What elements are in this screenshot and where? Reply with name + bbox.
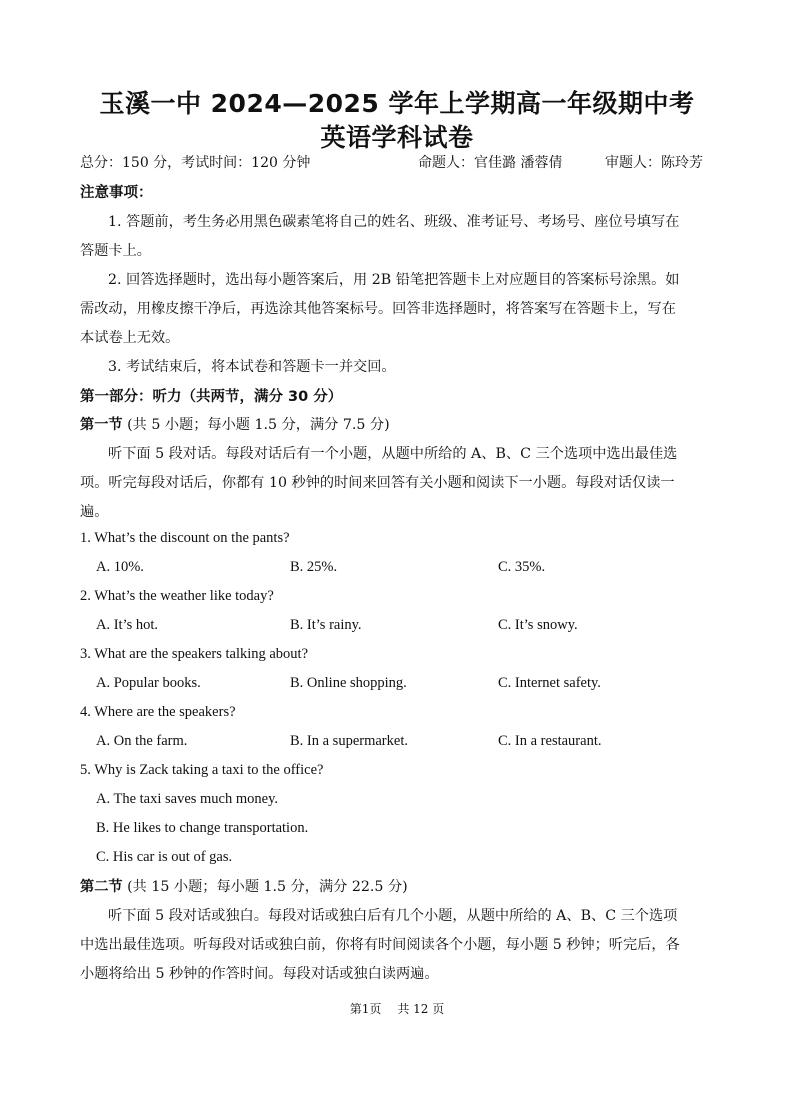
note-line: 答题卡上。 [80,243,151,259]
section2-instruction: 中选出最佳选项。听每段对话或独白前，你将有时间阅读各个小题，每小题 5 秒钟；听完后，各 [80,937,680,953]
option-c: C. His car is out of gas. [96,849,233,865]
notes-heading: 注意事项： [80,185,153,201]
section1-instruction: 遍。 [80,504,109,520]
question-5: 5. Why is Zack taking a taxi to the office? [80,762,324,778]
section1-label: 第一节 [80,417,123,433]
section2-label: 第二节 [80,879,123,895]
section2-header [80,876,408,896]
page-total: 共 12 页 [397,1002,445,1016]
page-footer [0,1000,794,1017]
section2-instruction: 听下面 5 段对话或独白。每段对话或独白后有几个小题，从题中所给的 A、B、C 三个选项 [108,908,678,924]
option-b: B. In a supermarket. [290,733,408,749]
exam-title: 玉溪一中 2024—2025 学年上学期高一年级期中考 [99,89,695,118]
note-line: 需改动，用橡皮擦干净后，再选涂其他答案标号。回答非选择题时，将答案写在答题卡上，写在 [80,301,676,317]
question-4: 4. Where are the speakers? [80,704,236,720]
page-number: 第1页 [349,1002,382,1016]
section2-instruction: 小题将给出 5 秒钟的作答时间。每段对话或独白读两遍。 [80,966,439,982]
reviewer-info: 审题人：陈玲芳 [605,155,703,171]
section1-info: (共 5 小题；每小题 1.5 分，满分 7.5 分) [122,417,390,433]
section2-info: (共 15 小题；每小题 1.5 分，满分 22.5 分) [122,879,408,895]
section1-instruction: 项。听完每段对话后，你都有 10 秒钟的时间来回答有关小题和阅读下一小题。每段对话仅读一 [80,475,675,491]
note-line: 本试卷上无效。 [80,330,180,346]
question-3: 3. What are the speakers talking about? [80,646,309,662]
option-c: C. In a restaurant. [498,733,602,749]
setters-info: 命题人：官佳潞 潘蓉倩 [418,155,563,171]
section1-instruction: 听下面 5 段对话。每段对话后有一个小题，从题中所给的 A、B、C 三个选项中选出最佳选 [108,446,678,462]
option-a: A. 10%. [96,559,144,575]
note-line: 1. 答题前，考生务必用黑色碳素笔将自己的姓名、班级、准考证号、考场号、座位号填写在 [108,214,680,230]
option-b: B. He likes to change transportation. [96,820,309,836]
option-b: B. 25%. [290,559,338,575]
option-a: A. It’s hot. [96,617,159,633]
option-a: A. On the farm. [96,733,188,749]
question-1: 1. What’s the discount on the pants? [80,530,290,546]
option-b: B. Online shopping. [290,675,407,691]
score-time-info: 总分：150 分，考试时间：120 分钟 [80,155,311,171]
option-a: A. Popular books. [96,675,201,691]
part1-heading: 第一部分：听力（共两节，满分 30 分） [80,389,343,405]
option-b: B. It’s rainy. [290,617,362,633]
exam-subtitle: 英语学科试卷 [320,123,474,152]
note-line: 2. 回答选择题时，选出每小题答案后，用 2B 铅笔把答题卡上对应题目的答案标号涂黑。如 [108,272,680,288]
section1-header [80,414,390,434]
option-c: C. Internet safety. [498,675,601,691]
note-line: 3. 考试结束后，将本试卷和答题卡一并交回。 [108,359,396,375]
question-2: 2. What’s the weather like today? [80,588,274,604]
option-c: C. 35%. [498,559,546,575]
option-c: C. It’s snowy. [498,617,578,633]
option-a: A. The taxi saves much money. [96,791,279,807]
